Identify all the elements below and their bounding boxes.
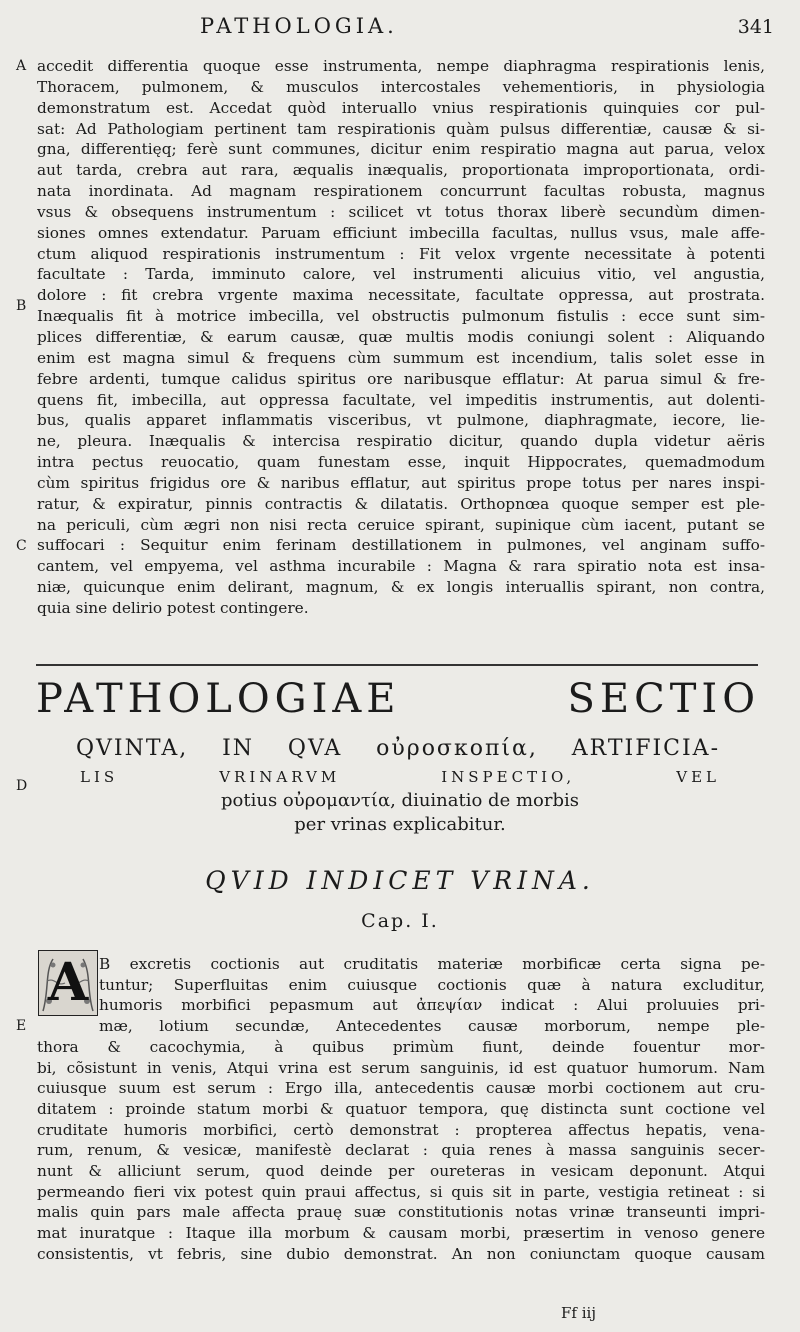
body-line: cùm spiritus frigidus ore & naribus efflatur, aut spiritus prope totus per nares inspi- xyxy=(37,473,765,492)
body-line: quens fit, imbecilla, aut oppressa facultate, vel impeditis instrumentis, aut dolenti- xyxy=(37,390,765,409)
chapter-line: bi, cõsistunt in venis, Atqui vrina est serum sanguinis, id est quatuor humorum. Nam xyxy=(37,1058,765,1077)
body-line: siones omnes extendatur. Paruam efficiunt imbecilla facultas, nullus vsus, male affe- xyxy=(37,223,765,242)
margin-letter-a: A xyxy=(16,58,27,74)
body-line: aut tarda, crebra aut rara, æqualis inæqualis, proportionata improportionata, ordi- xyxy=(37,161,765,180)
body-line: ratur, & expiratur, pinnis contractis & dilatatis. Orthopnœa quoque semper est ple- xyxy=(37,494,765,513)
chapter-line: malis quin pars male affecta prauę suæ constitutionis notas vrinæ transeunti impri- xyxy=(37,1203,765,1222)
body-line: dolore : fit crebra vrgente maxima necessitate, facultate oppressa, aut prostrata. xyxy=(37,286,765,305)
body-line: plices differentiæ, & earum causæ, quæ multis modis coniungi solent : Aliquando xyxy=(37,327,765,346)
body-line: intra pectus reuocatio, quam funestam esse, inquit Hippocrates, quemadmodum xyxy=(37,453,765,472)
body-line: gna, differentięq; ferè sunt communes, dicitur enim respiratio magna aut parua, velox xyxy=(37,140,765,159)
body-line: ne, pleura. Inæqualis & intercisa respiratio dicitur, quando dupla videtur aëris xyxy=(37,432,765,451)
body-line: demonstratum est. Accedat quòd interuallo vnius respirationis quinquies cor pul- xyxy=(37,98,765,117)
section-subtitle-line-4: per vrinas explicabitur. xyxy=(294,814,506,835)
margin-letter-e: E xyxy=(16,1018,27,1034)
chapter-line: rum, renum, & vesicæ, manifestè declarat : quia renes à massa sanguinis secer- xyxy=(37,1141,765,1160)
chapter-line: mæ, lotium secundæ, Antecedentes causæ morborum, nempe ple- xyxy=(99,1017,765,1036)
chapter-heading: QVID INDICET VRINA. xyxy=(205,866,595,895)
body-line: nata inordinata. Ad magnam respirationem concurrunt facultas robusta, magnus xyxy=(37,182,765,201)
running-title: PATHOLOGIA. xyxy=(200,14,398,38)
body-line: Inæqualis fit à motrice imbecilla, vel obstructis pulmonum fistulis : ecce sunt sim- xyxy=(37,307,765,326)
chapter-line: tuntur; Superfluitas enim cuiusque coctionis quæ à natura excluditur, xyxy=(99,975,765,994)
margin-letter-d: D xyxy=(16,778,28,794)
chapter-line: cuiusque suum est serum : Ergo illa, antecedentis causæ morbi coctionem aut cru- xyxy=(37,1079,765,1098)
body-line: febre ardenti, tumque calidus spiritus ore naribusque efflatur: At parua simul & fre- xyxy=(37,369,765,388)
chapter-line: nunt & alliciunt serum, quod deinde per oureteras in vesicam deponunt. Atqui xyxy=(37,1162,765,1181)
body-line: accedit differentia quoque esse instrumenta, nempe diaphragma respirationis lenis, xyxy=(37,57,765,75)
chapter-line: humoris morbifici pepasmum aut ἀπεψίαν indicat : Alui proluuies pri- xyxy=(99,996,765,1015)
margin-letter-c: C xyxy=(16,538,27,554)
chapter-line: thora & cacochymia, à quibus primùm fiunt, deinde fouentur mor- xyxy=(37,1037,765,1056)
chapter-line: mat inuratque : Itaque illa morbum & causam morbi, præsertim in venoso genere xyxy=(37,1224,765,1243)
body-line: niæ, quicunque enim delirant, magnum, & ex longis interuallis spirant, non contra, xyxy=(37,578,765,597)
body-line: sat: Ad Pathologiam pertinent tam respirationis quàm pulsus differentiæ, causæ & si- xyxy=(37,119,765,138)
drop-cap-letter: A xyxy=(47,952,89,1013)
chapter-line: permeando fieri vix potest quin praui affectus, si quis sit in parte, vestigia retineat : si xyxy=(37,1182,765,1201)
chapter-paragraph xyxy=(37,954,765,1265)
section-divider xyxy=(36,664,758,666)
signature-mark: Ff iij xyxy=(561,1304,596,1322)
section-subtitle-line-3: potius οὐρομαντία, diuinatio de morbis xyxy=(221,790,579,811)
body-line: enim est magna simul & frequens cùm summum est incendium, talis solet esse in xyxy=(37,348,765,367)
chapter-line: B excretis coctionis aut cruditatis materiæ morbificæ certa signa pe- xyxy=(99,955,765,973)
body-line: bus, qualis apparet inflammatis visceribus, vt pulmone, diaphragmate, iecore, lie- xyxy=(37,411,765,430)
page-number: 341 xyxy=(737,16,774,38)
body-line: ctum aliquod respirationis instrumentum : Fit velox vrgente necessitate à potenti xyxy=(37,244,765,263)
section-subtitle-line-1: QVINTA, IN QVA οὐροσκοπία, ARTIFICIA- xyxy=(76,736,720,761)
body-line: na periculi, cùm ægri non nisi recta ceruice spirant, supinique cùm iacent, putant se xyxy=(37,515,765,534)
body-line: suffocari : Sequitur enim ferinam destillationem in pulmones, vel anginam suffo- xyxy=(37,536,765,555)
body-line: quia sine delirio potest contingere. xyxy=(37,598,309,617)
body-line: vsus & obsequens instrumentum : scilicet vt totus thorax liberè secundùm dimen- xyxy=(37,202,765,221)
chapter-number: Cap. I. xyxy=(361,910,439,932)
chapter-line: cruditate humoris morbifici, certò demonstrat : propterea affectus hepatis, vena- xyxy=(37,1120,765,1139)
section-subtitle-line-2: LIS VRINARVM INSPECTIO, VEL xyxy=(80,768,720,786)
chapter-line: ditatem : proinde statum morbi & quatuor tempora, quę distincta sunt coctione vel xyxy=(37,1099,765,1118)
body-paragraph xyxy=(37,56,765,619)
running-head xyxy=(0,14,800,44)
body-line: Thoracem, pulmonem, & musculos intercostales vehementioris, in physiologia xyxy=(37,77,765,96)
chapter-line: consistentis, vt febris, sine dubio demonstrat. An non coniunctam quoque causam xyxy=(37,1244,765,1263)
body-line: facultate : Tarda, imminuto calore, vel instrumenti alicuius vitio, vel angustia, xyxy=(37,265,765,284)
margin-letter-b: B xyxy=(16,298,27,314)
body-line: cantem, vel empyema, vel asthma incurabile : Magna & rara spiratio nota est insa- xyxy=(37,557,765,576)
section-title: PATHOLOGIAE SECTIO xyxy=(36,676,760,722)
